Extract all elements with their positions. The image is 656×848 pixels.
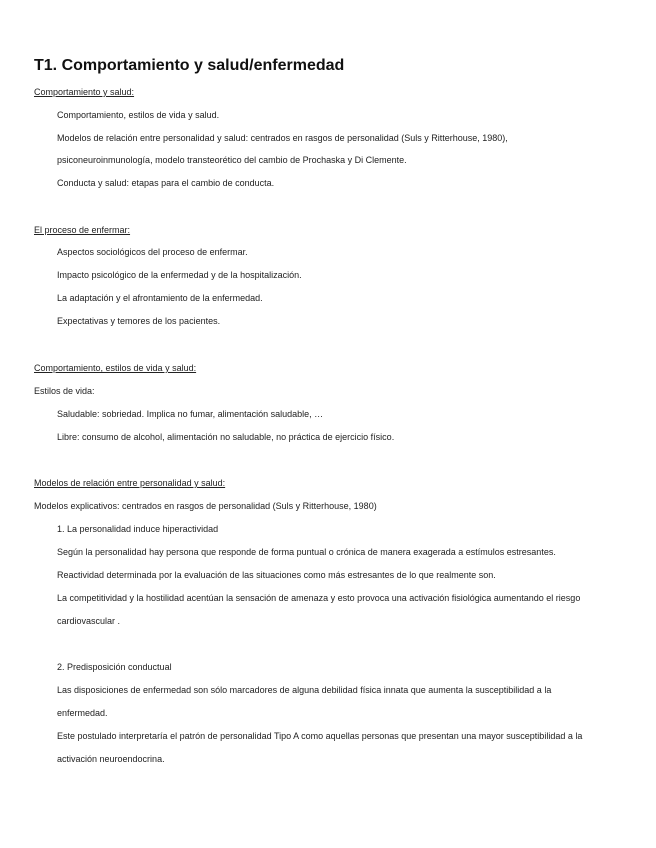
list-item: Conducta y salud: etapas para el cambio de conducta. <box>57 178 275 188</box>
page-title: T1. Comportamiento y salud/enfermedad <box>34 57 345 74</box>
list-item: Libre: consumo de alcohol, alimentación no saludable, no práctica de ejercicio físico. <box>57 432 395 442</box>
list-item: Comportamiento, estilos de vida y salud. <box>57 110 220 120</box>
list-item: Modelos de relación entre personalidad y salud: centrados en rasgos de personalidad (Suls y Ritterhouse, 1980), <box>57 133 508 143</box>
paragraph-line: Reactividad determinada por la evaluación de las situaciones como más estresantes de lo que realmente son. <box>57 570 496 580</box>
list-item: La adaptación y el afrontamiento de la enfermedad. <box>57 293 263 303</box>
section-heading: Comportamiento, estilos de vida y salud: <box>34 363 197 373</box>
paragraph-line: La competitividad y la hostilidad acentúan la sensación de amenaza y esto provoca una activación fisiológica aumentando el riesgo <box>57 593 581 603</box>
section-heading: El proceso de enfermar: <box>34 225 131 235</box>
list-item: Impacto psicológico de la enfermedad y de la hospitalización. <box>57 270 302 280</box>
list-item: Saludable: sobriedad. Implica no fumar, alimentación saludable, … <box>57 409 324 419</box>
list-item: Expectativas y temores de los pacientes. <box>57 316 221 326</box>
paragraph-line: activación neuroendocrina. <box>57 754 165 764</box>
section-heading: Comportamiento y salud: <box>34 87 135 97</box>
list-item: Aspectos sociológicos del proceso de enfermar. <box>57 247 248 257</box>
section-heading: Modelos de relación entre personalidad y salud: <box>34 478 226 488</box>
paragraph-line: Las disposiciones de enfermedad son sólo marcadores de alguna debilidad física innata que aumenta la susceptibilidad a la <box>57 685 552 695</box>
paragraph: Modelos explicativos: centrados en rasgos de personalidad (Suls y Ritterhouse, 1980) <box>34 501 377 511</box>
subheading: 1. La personalidad induce hiperactividad <box>57 524 219 534</box>
paragraph: Estilos de vida: <box>34 386 95 396</box>
paragraph-line: enfermedad. <box>57 708 108 718</box>
list-item: psiconeuroinmunología, modelo transteorético del cambio de Prochaska y Di Clemente. <box>57 155 407 165</box>
paragraph-line: Este postulado interpretaría el patrón de personalidad Tipo A como aquellas personas que presentan una mayor susceptibilidad a la <box>57 731 583 741</box>
subheading: 2. Predisposición conductual <box>57 662 172 672</box>
paragraph-line: cardiovascular . <box>57 616 121 626</box>
paragraph-line: Según la personalidad hay persona que responde de forma puntual o crónica de manera exagerada a estímulos estresantes. <box>57 547 556 557</box>
